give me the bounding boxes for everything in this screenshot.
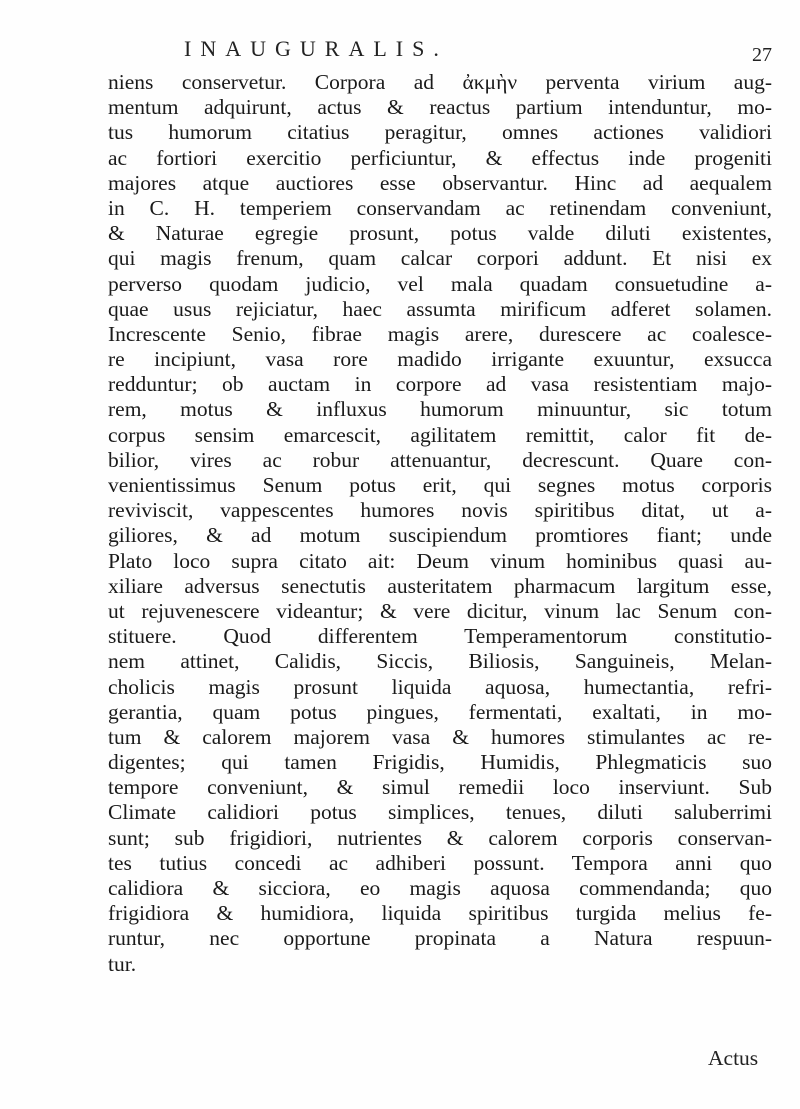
text-line: tes tutius concedi ac adhiberi possunt. Tempora anni quo	[108, 850, 772, 875]
text-line: tempore conveniunt, & simul remedii loco inserviunt. Sub	[108, 775, 772, 800]
text-line: digentes; qui tamen Frigidis, Humidis, Phlegmaticis suo	[108, 750, 772, 775]
text-line: venientissimus Senum potus erit, qui segnes motus corporis	[108, 473, 772, 497]
text-line: Increscente Senio, fibrae magis arere, durescere ac coalesce-	[108, 321, 772, 346]
text-line: corpus sensim emarcescit, agilitatem remittit, calor fit de-	[108, 422, 772, 447]
text-line: calidiora & sicciora, eo magis aquosa commendanda; quo	[108, 876, 772, 900]
text-line: quae usus rejiciatur, haec assumta mirificum adferet solamen.	[108, 296, 772, 321]
text-line: Climate calidiori potus simplices, tenues, diluti saluberrimi	[108, 800, 772, 825]
text-line: giliores, & ad motum suscipiendum promtiores fiant; unde	[108, 523, 772, 548]
text-line: frigidiora & humidiora, liquida spiritibus turgida melius fe-	[108, 901, 772, 926]
text-line: ac fortiori exercitio perficiuntur, & effectus inde progeniti	[108, 145, 772, 170]
text-line: rem, motus & influxus humorum minuuntur, sic totum	[108, 397, 772, 422]
text-line: cholicis magis prosunt liquida aquosa, humectantia, refri-	[108, 674, 772, 699]
text-line: bilior, vires ac robur attenuantur, decrescunt. Quare con-	[108, 447, 772, 472]
text-line: tur.	[108, 951, 137, 976]
text-line: xiliare adversus senectutis austeritatem pharmacum largitum esse,	[108, 573, 772, 598]
text-line: & Naturae egregie prosunt, potus valde diluti existentes,	[108, 221, 772, 246]
text-line: mentum adquirunt, actus & reactus partium intenduntur, mo-	[108, 95, 772, 120]
text-line: ut rejuvenescere videantur; & vere dicitur, vinum lac Senum con-	[108, 598, 772, 623]
page-number: 27	[752, 44, 772, 66]
running-head	[0, 22, 800, 66]
text-line: runtur, nec opportune propinata a Natura respuun-	[108, 926, 772, 951]
text-line: redduntur; ob auctam in corpore ad vasa resistentiam majo-	[108, 372, 772, 397]
text-line: in C. H. temperiem conservandam ac retinendam conveniunt,	[108, 195, 772, 220]
text-line: niens conservetur. Corpora ad ἀκμὴν perventa virium aug-	[108, 70, 772, 94]
text-line: perverso quodam judicio, vel mala quadam consuetudine a-	[108, 271, 772, 296]
text-line: re incipiunt, vasa rore madido irrigante exuuntur, exsucca	[108, 347, 772, 372]
text-line: majores atque auctiores esse observantur. Hinc ad aequalem	[108, 170, 772, 195]
text-line: gerantia, quam potus pingues, fermentati, exaltati, in mo-	[108, 699, 772, 724]
text-line: tus humorum citatius peragitur, omnes actiones validiori	[108, 120, 772, 145]
text-line: Plato loco supra citato ait: Deum vinum hominibus quasi au-	[108, 548, 772, 573]
body-text	[108, 70, 772, 977]
text-line: nem attinet, Calidis, Siccis, Biliosis, Sanguineis, Melan-	[108, 649, 772, 674]
text-line: reviviscit, vappescentes humores novis spiritibus ditat, ut a-	[108, 498, 772, 523]
text-line: qui magis frenum, quam calcar corpori addunt. Et nisi ex	[108, 246, 772, 271]
running-title: INAUGURALIS.	[184, 36, 448, 61]
text-line: sunt; sub frigidiori, nutrientes & calorem corporis conservan-	[108, 825, 772, 850]
text-line: stituere. Quod differentem Temperamentorum constitutio-	[108, 624, 772, 649]
text-line: tum & calorem majorem vasa & humores stimulantes ac re-	[108, 724, 772, 749]
catchword: Actus	[708, 1046, 759, 1070]
